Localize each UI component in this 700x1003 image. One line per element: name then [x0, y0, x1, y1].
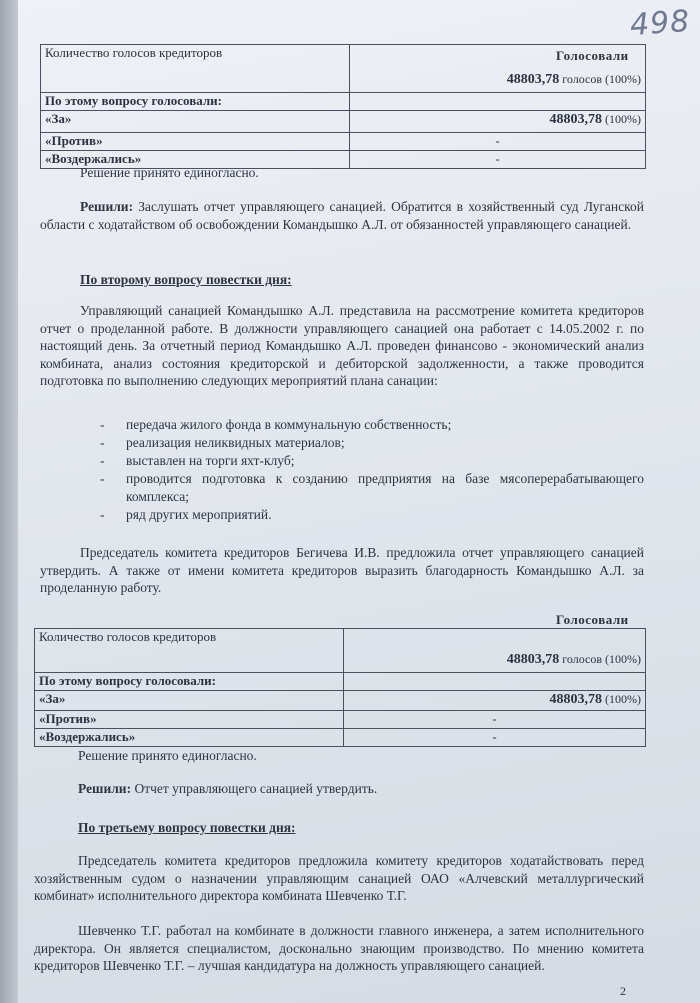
resolution-2	[78, 781, 377, 797]
table-cell-value: -	[350, 151, 646, 169]
resolution-label: Решили:	[78, 781, 132, 796]
question-3-paragraph-2: Шевченко Т.Г. работал на комбинате в должности главного инженера, а затем исполнительного директора. Он является специалистом, досконально знающим производство. По мнению комитета кредиторов Шевченко Т.Г. – лучшая кандидатура на должность управляющего санацией.	[34, 923, 644, 973]
question-3-heading: По третьему вопросу повестки дня:	[78, 820, 296, 835]
question-2-heading: По второму вопросу повестки дня:	[80, 272, 292, 287]
table-cell-label: «Против»	[35, 711, 344, 729]
list-item: - передача жилого фонда в коммунальную собственность;	[100, 416, 644, 434]
table-row	[35, 629, 646, 673]
table-cell-label: «Воздержались»	[41, 151, 350, 169]
table-row	[35, 729, 646, 747]
table-cell-value: 48803,78 голосов (100%)	[344, 629, 646, 673]
table-cell-value: 48803,78 (100%)	[344, 691, 646, 711]
table-row	[35, 711, 646, 729]
vote-heading-2: Голосовали	[556, 612, 629, 627]
table-cell-label: «За»	[41, 111, 350, 133]
chairman-proposal-paragraph: Председатель комитета кредиторов Бегичева И.В. предложила отчет управляющего санацией утвердить. А также от имени комитета кредиторов выразить благодарность Командышко А.Л. за проделанную работу.	[40, 545, 644, 595]
list-item: - проводится подготовка к созданию предприятия на базе мясоперерабатывающего комплекса;	[100, 470, 644, 506]
handwritten-page-number: 498	[628, 3, 692, 44]
table-cell-label: Количество голосов кредиторов	[41, 45, 350, 93]
list-item: - ряд других мероприятий.	[100, 506, 644, 524]
vote-table-2	[34, 628, 646, 747]
decision-unanimous-1: Решение принято единогласно.	[80, 165, 259, 180]
table-row	[35, 691, 646, 711]
list-item: - реализация неликвидных материалов;	[100, 434, 644, 452]
table-cell-value: 48803,78 (100%)	[350, 111, 646, 133]
table-row	[41, 111, 646, 133]
vote-heading-1: Голосовали	[556, 48, 629, 63]
table-cell-label: Количество голосов кредиторов	[35, 629, 344, 673]
table-cell-label: По этому вопросу голосовали:	[41, 93, 350, 111]
table-row	[41, 93, 646, 111]
table-cell-label: «За»	[35, 691, 344, 711]
question-2-paragraph: Управляющий санацией Командышко А.Л. представила на рассмотрение комитета кредиторов отчет о проделанной работе. В должности управляющего санацией она работает с 14.05.2002 г. по настоящий день. За отчетный период Командышко А.Л. проведен финансово - экономический анализ комбината, анализ состояния кредиторской и дебиторской задолженности, а также проводится подготовка по выполнению следующих мероприятий плана санации:	[40, 303, 644, 388]
table-row	[35, 673, 646, 691]
table-row	[41, 45, 646, 93]
table-cell-label: «Против»	[41, 133, 350, 151]
table-cell-value: -	[350, 133, 646, 151]
document-page	[18, 0, 700, 1003]
table-cell-value: -	[344, 711, 646, 729]
table-row	[41, 133, 646, 151]
table-cell-value: -	[344, 729, 646, 747]
table-cell-label: «Воздержались»	[35, 729, 344, 747]
resolution-label: Решили:	[80, 199, 134, 214]
measures-list	[100, 416, 644, 524]
table-cell-value	[350, 93, 646, 111]
table-cell-label: По этому вопросу голосовали:	[35, 673, 344, 691]
question-3-paragraph-1: Председатель комитета кредиторов предложила комитету кредиторов ходатайствовать перед хозяйственным судом о назначении управляющим санацией ОАО «Алчевский металлургический комбинат» исполнительного директора комбината Шевченко Т.Г.	[34, 853, 644, 903]
decision-unanimous-2: Решение принято единогласно.	[78, 748, 257, 763]
resolution-1	[40, 198, 644, 233]
table-cell-value	[344, 673, 646, 691]
resolution-text: Отчет управляющего санацией утвердить.	[131, 781, 378, 796]
resolution-text: Заслушать отчет управляющего санацией. Обратится в хозяйственный суд Луганской области с ходатайством об освобождении Командышко А.Л. от обязанностей управляющего санацией.	[40, 199, 644, 232]
list-item: - выставлен на торги яхт-клуб;	[100, 452, 644, 470]
vote-table-1	[40, 44, 646, 169]
table-cell-value: 48803,78 голосов (100%)	[350, 45, 646, 93]
page-number: 2	[620, 984, 626, 998]
